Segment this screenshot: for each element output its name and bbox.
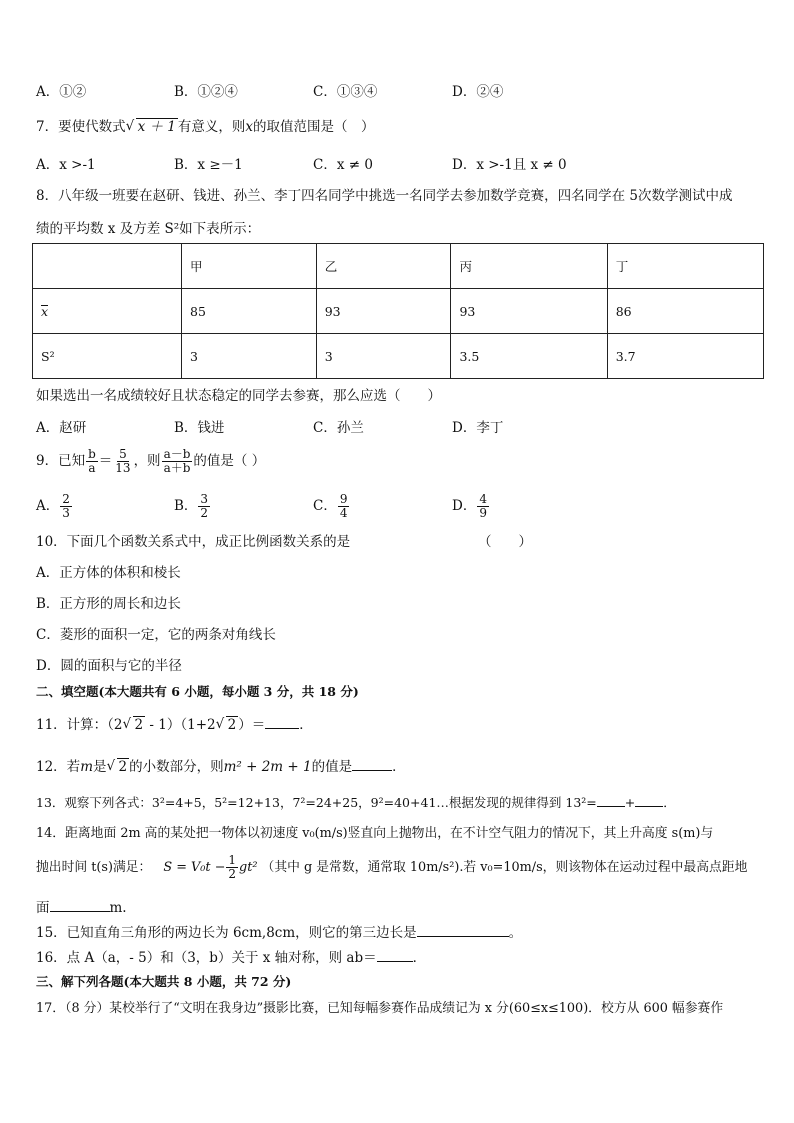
table-cell: 3.7 xyxy=(607,334,763,379)
q12-stem xyxy=(36,756,406,776)
q15-end: 。 xyxy=(508,925,523,941)
q14-line3 xyxy=(36,897,127,917)
frac-den: 13 xyxy=(115,461,131,475)
q11-radical-2 xyxy=(216,716,239,734)
q7-var: x xyxy=(245,119,254,135)
table-header-cell: 丙 xyxy=(451,244,607,289)
q7-radical xyxy=(126,118,178,136)
section-3-heading: 三、解下列各题(本大题共 8 小题，共 72 分) xyxy=(36,974,292,989)
q9-fraction-3 xyxy=(162,448,193,475)
q7-option-a: A．x >-1 xyxy=(36,157,96,173)
q6-option-a: A．①② xyxy=(36,84,87,100)
q9-fraction-2 xyxy=(113,448,132,475)
q15-text: 15．已知直角三角形的两边长为 6cm,8cm，则它的第三边长是 xyxy=(36,925,417,941)
q8-line2: 绩的平均数 x 及方差 S²如下表所示： xyxy=(36,221,261,237)
q16-text: 16．点 A（a，- 5）和（3，b）关于 x 轴对称，则 ab＝ xyxy=(36,950,377,966)
q8-options xyxy=(36,418,756,438)
q8-question: 如果选出一名成绩较好且状态稳定的同学去参赛，那么应选（ ） xyxy=(36,388,441,404)
table-cell: 85 xyxy=(182,289,317,334)
frac-num: 1 xyxy=(228,853,236,867)
q10-option-a: A．正方体的体积和棱长 xyxy=(36,565,181,581)
q10-option-b: B．正方形的周长和边长 xyxy=(36,596,181,612)
q9-options xyxy=(36,488,756,524)
table-header-cell: 甲 xyxy=(182,244,317,289)
q11-end: ． xyxy=(299,717,313,733)
q13-plus: + xyxy=(624,795,636,810)
q7-middle: 有意义，则 xyxy=(177,119,246,135)
mean-symbol: x xyxy=(41,303,49,319)
q7-option-b: B．x ≥－1 xyxy=(174,157,243,173)
q10-stem xyxy=(36,533,350,551)
table-row-label: S² xyxy=(33,334,182,379)
frac-num: 9 xyxy=(339,492,348,506)
answer-blank xyxy=(377,947,413,962)
q11-mid: - 1）（1+2 xyxy=(145,717,216,733)
frac-num: 4 xyxy=(479,492,487,506)
q11-prefix: 11．计算：（2 xyxy=(36,717,123,733)
option-label: B． xyxy=(174,498,198,514)
q14-line1: 14．距离地面 2m 高的某处把一物体以初速度 v₀(m/s)竖直向上抛物出，在不计空气阻力的情况下，其上升高度 s(m)与 xyxy=(36,826,714,841)
table-row-mean xyxy=(33,289,764,334)
option-label: A． xyxy=(36,498,60,514)
q14-line3-text: 面 xyxy=(36,900,50,916)
q15-stem xyxy=(36,922,522,942)
frac-den: 2 xyxy=(228,867,236,881)
answer-blank xyxy=(50,897,110,912)
q10-option-d: D．圆的面积与它的半径 xyxy=(36,658,182,674)
q6-option-c: C．①③④ xyxy=(313,84,378,100)
frac-num: 2 xyxy=(62,492,70,506)
q10-text: 10．下面几个函数关系式中，成正比例函数关系的是 xyxy=(36,534,351,550)
q16-stem xyxy=(36,947,426,967)
frac-den: 4 xyxy=(339,506,348,520)
q8-option-a: A．赵研 xyxy=(36,420,87,436)
q9-option-c xyxy=(313,488,350,524)
q9-suffix: 的值是（ ） xyxy=(193,453,266,469)
q7-stem xyxy=(36,118,375,136)
option-fraction xyxy=(477,493,489,520)
q7-radicand: x ＋ 1 xyxy=(137,119,176,135)
q14-line3-end: m. xyxy=(109,900,127,916)
q9-eq: ＝ xyxy=(98,453,113,469)
table-header-row xyxy=(33,244,764,289)
table-cell: 86 xyxy=(607,289,763,334)
answer-blank xyxy=(597,792,625,807)
q9-option-b xyxy=(174,488,211,524)
q11-radical-1 xyxy=(123,716,146,734)
frac-den: 9 xyxy=(479,506,487,520)
q14-line2-suffix: （其中 g 是常数，通常取 10m/s²).若 v₀=10m/s，则该物体在运动过程中最高点距地 xyxy=(261,860,748,875)
score-table xyxy=(32,243,764,379)
table-header-cell xyxy=(33,244,182,289)
q12-mid1: 是 xyxy=(93,759,107,775)
table-cell: 93 xyxy=(316,289,451,334)
option-fraction xyxy=(338,493,350,520)
option-label: C． xyxy=(313,498,337,514)
radicand: 2 xyxy=(118,759,128,775)
q12-prefix: 12．若 xyxy=(36,759,81,775)
table-header-cell: 乙 xyxy=(316,244,451,289)
table-cell: 93 xyxy=(451,289,607,334)
answer-blank xyxy=(417,922,509,937)
q14-line2-prefix: 抛出时间 t(s)满足： xyxy=(36,860,152,875)
q12-mid2: 的小数部分，则 xyxy=(129,759,224,775)
frac-num: a－b xyxy=(163,447,191,461)
q9-middle: ，则 xyxy=(133,453,161,469)
frac-den: 2 xyxy=(200,506,209,520)
answer-blank xyxy=(352,756,392,771)
q8-line1: 8．八年级一班要在赵研、钱进、孙兰、李丁四名同学中挑选一名同学去参加数学竞赛，四名同学在 5次数学测试中成 xyxy=(36,188,733,204)
frac-num: b xyxy=(88,447,96,461)
q13-stem xyxy=(36,792,676,812)
frac-num: 3 xyxy=(200,492,209,506)
q9-stem xyxy=(36,446,265,476)
q12-suffix: 的值是 xyxy=(311,759,353,775)
q7-option-c: C．x ≠ 0 xyxy=(313,157,373,173)
table-header-cell: 丁 xyxy=(607,244,763,289)
q14-formula-right: gt² xyxy=(239,860,258,875)
q8-option-c: C．孙兰 xyxy=(313,420,364,436)
q14-formula-left: S = V₀t − xyxy=(163,860,226,875)
answer-blank xyxy=(635,792,663,807)
option-label: D． xyxy=(452,498,477,514)
radicand: 2 xyxy=(134,717,144,733)
radicand: 2 xyxy=(227,717,237,733)
q14-line2 xyxy=(36,850,747,886)
q12-radical xyxy=(107,758,130,776)
frac-den: 3 xyxy=(62,506,70,520)
q14-formula-fraction xyxy=(226,854,238,881)
q6-option-b: B．①②④ xyxy=(174,84,238,100)
q12-var: m xyxy=(80,759,93,775)
table-row-variance xyxy=(33,334,764,379)
table-cell: 3.5 xyxy=(451,334,607,379)
option-fraction xyxy=(198,493,210,520)
q9-fraction-1 xyxy=(86,448,98,475)
q8-option-d: D．李丁 xyxy=(452,420,504,436)
q6-option-d: D．②④ xyxy=(452,84,504,100)
q12-expression: m² + 2m + 1 xyxy=(223,759,312,775)
q11-stem xyxy=(36,714,313,734)
section-2-heading: 二、填空题(本大题共有 6 小题，每小题 3 分，共 18 分) xyxy=(36,684,359,699)
q8-option-b: B．钱进 xyxy=(174,420,225,436)
option-fraction xyxy=(60,493,72,520)
table-row-label xyxy=(33,289,182,334)
q9-prefix: 9．已知 xyxy=(36,453,86,469)
q9-option-d xyxy=(452,488,490,524)
q9-option-a xyxy=(36,488,73,524)
q7-suffix: 的取值范围是（ ） xyxy=(253,119,375,135)
frac-num: 5 xyxy=(119,447,127,461)
frac-den: a xyxy=(88,461,96,475)
q10-answer-paren: （ ） xyxy=(478,534,532,550)
q13-text: 13．观察下列各式：3²=4+5，5²=12+13，7²=24+25，9²=40+41…根据发现的规律得到 13²= xyxy=(36,795,597,810)
table-cell: 3 xyxy=(182,334,317,379)
q7-prefix: 7．要使代数式 xyxy=(36,119,126,135)
q12-end: ． xyxy=(392,759,406,775)
q13-end: ． xyxy=(663,795,676,810)
q17-stem: 17．（8 分）某校举行了“文明在我身边”摄影比赛，已知每幅参赛作品成绩记为 x 分(60≤x≤100)．校方从 600 幅参赛作 xyxy=(36,1001,724,1016)
q10-option-c: C．菱形的面积一定，它的两条对角线长 xyxy=(36,627,276,643)
q7-option-d: D．x >-1且 x ≠ 0 xyxy=(452,157,567,173)
answer-blank xyxy=(265,714,299,729)
table-cell: 3 xyxy=(316,334,451,379)
q11-suffix: ）＝ xyxy=(238,717,266,733)
q6-options xyxy=(36,82,756,102)
q7-options xyxy=(36,155,756,175)
q16-end: ． xyxy=(412,950,427,966)
frac-den: a＋b xyxy=(163,461,191,475)
